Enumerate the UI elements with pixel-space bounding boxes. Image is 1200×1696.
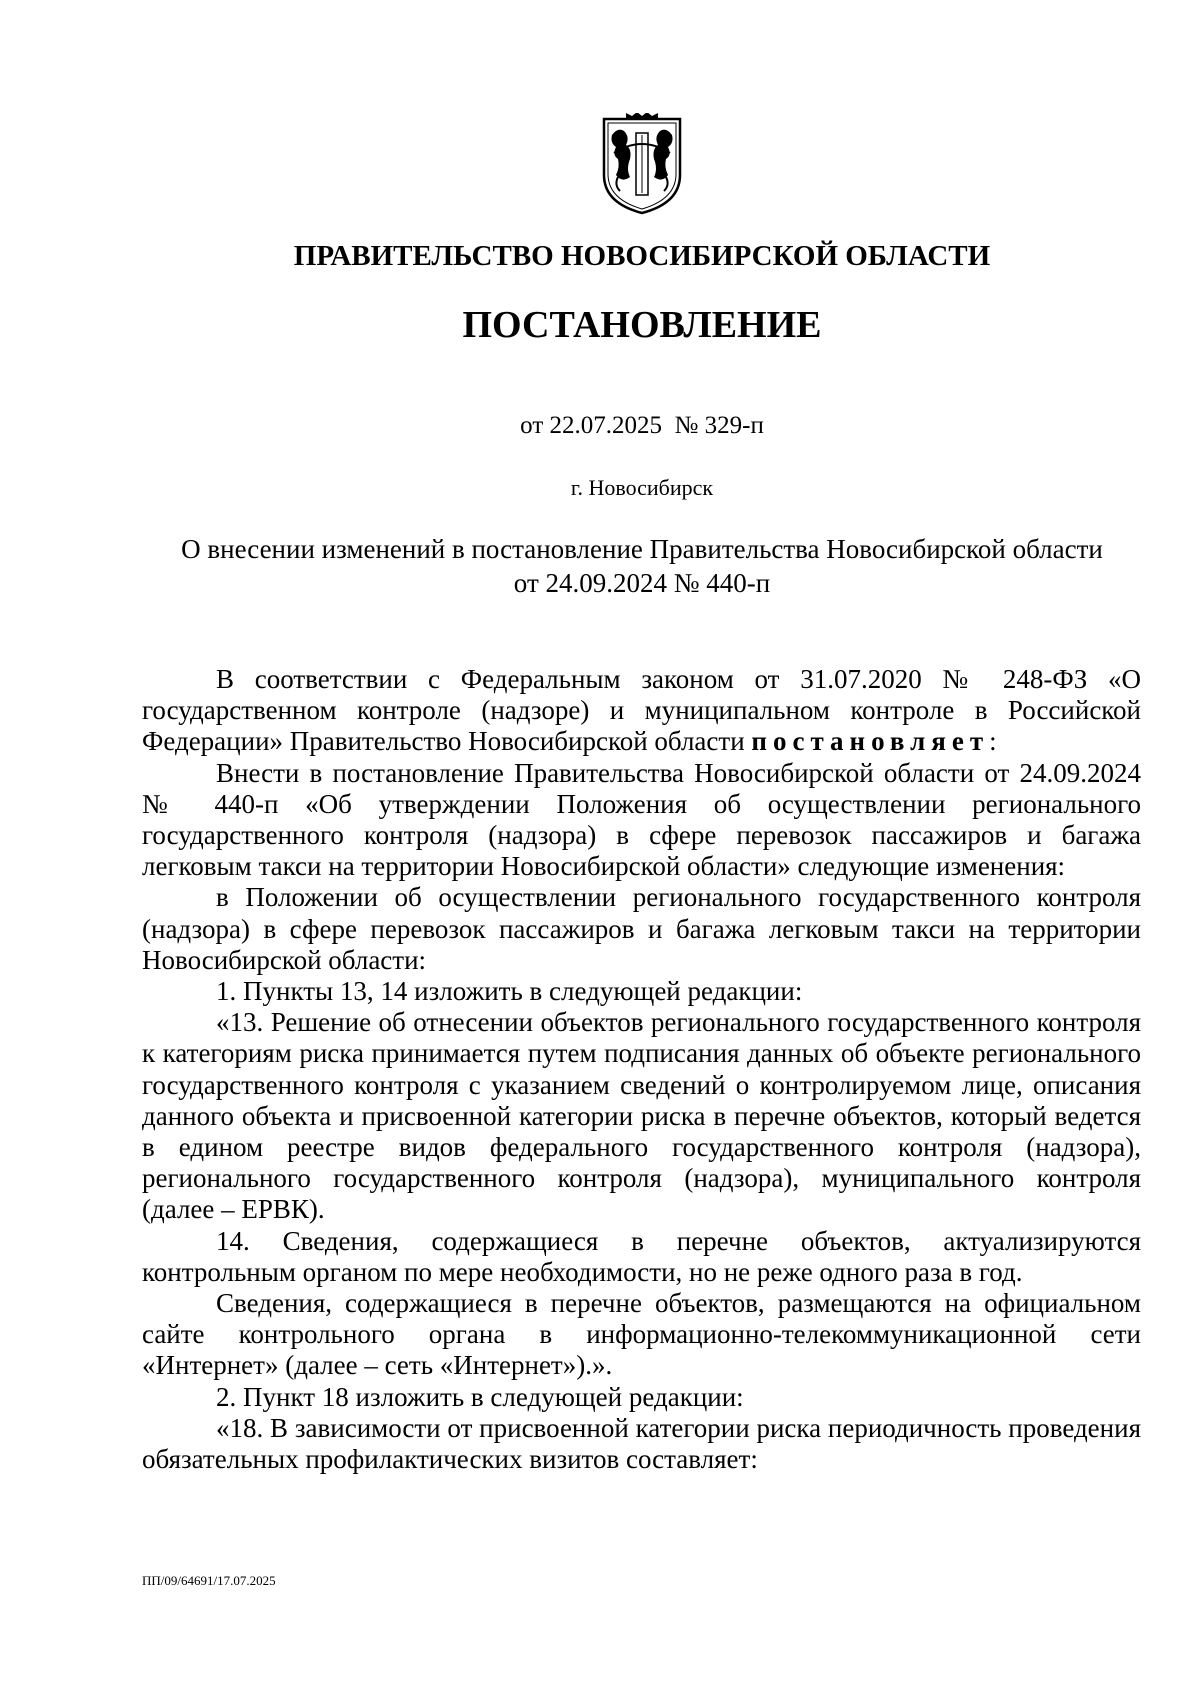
paragraph-clause-13: «13. Решение об отнесении объектов регионального государственного контроля к категориям риска принимается путем подписания данных об объекте регионального государственного контроля с указанием сведений о контролируемом лице, описания данного объекта и присвоенной категории риска в перечне объектов, который ведется в едином реестре видов федерального государственного контроля (надзора), регионального государственного контроля (надзора), муниципального контроля (далее – ЕРВК).	[142, 1007, 1141, 1225]
paragraph-preamble	[142, 664, 1141, 758]
paragraph-clause-18: «18. В зависимости от присвоенной категории риска периодичность проведения обязательных профилактических визитов составляет:	[142, 1412, 1141, 1475]
document-number: 329-п	[704, 412, 764, 439]
paragraph-clause-14-cont: Сведения, содержащиеся в перечне объектов, размещаются на официальном сайте контрольного органа в информационно-телекоммуникационной сети «Интернет» (далее – сеть «Интернет»).».	[142, 1288, 1141, 1381]
footer-code: ПП/09/64691/17.07.2025	[142, 1573, 276, 1588]
paragraph-item-2: 2. Пункт 18 изложить в следующей редакции:	[216, 1381, 744, 1412]
title-line-2: от 24.09.2024 № 440-п	[513, 568, 771, 598]
city-line: г. Новосибирск	[570, 475, 714, 500]
coat-of-arms-emblem	[596, 113, 688, 215]
preamble-text: В соответствии с Федеральным законом от 31.07.2020 № 248-ФЗ «О государственном контроле (надзоре) и муниципальном контроле в Российской Федерации» Правительство Новосибирской области	[142, 664, 1141, 757]
preamble-colon: :	[989, 726, 997, 757]
date-number-line	[0, 409, 1200, 443]
document-body	[142, 664, 1141, 1475]
title-line-1: О внесении изменений в постановление Правительства Новосибирской области	[181, 534, 1103, 564]
number-prefix: №	[674, 412, 699, 439]
document-date: 22.07.2025	[549, 412, 663, 439]
document-type-heading: ПОСТАНОВЛЕНИЕ	[462, 304, 822, 346]
date-prefix: от	[520, 412, 544, 439]
paragraph-clause-14: 14. Сведения, содержащиеся в перечне объектов, актуализируются контрольным органом по мере необходимости, но не реже одного раза в год.	[142, 1225, 1141, 1287]
paragraph-amend-intro: Внести в постановление Правительства Новосибирской области от 24.09.2024 № 440-п «Об утверждении Положения об осуществлении регионального государственного контроля (надзора) в сфере перевозок пассажиров и багажа легковым такси на территории Новосибирской области» следующие изменения:	[142, 757, 1141, 882]
issuing-authority: ПРАВИТЕЛЬСТВО НОВОСИБИРСКОЙ ОБЛАСТИ	[293, 240, 991, 272]
resolves-word: постановляет	[751, 726, 990, 757]
paragraph-item-1: 1. Пункты 13, 14 изложить в следующей редакции:	[216, 976, 803, 1007]
document-title	[150, 532, 1134, 600]
paragraph-regulation-ref: в Положении об осуществлении регионального государственного контроля (надзора) в сфере перевозок пассажиров и багажа легковым такси на территории Новосибирской области:	[142, 882, 1141, 975]
